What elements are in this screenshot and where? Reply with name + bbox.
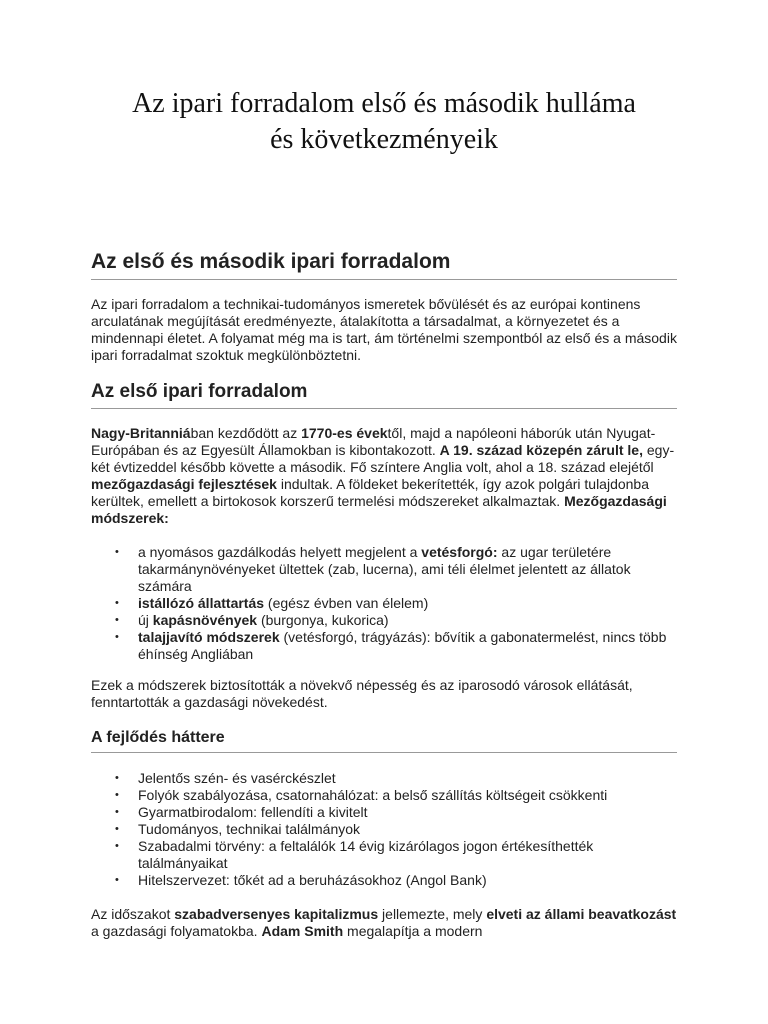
bold-text: Adam Smith xyxy=(261,923,344,939)
bullet-icon: • xyxy=(115,840,119,852)
bullet-icon: • xyxy=(115,789,119,801)
background-factors-list xyxy=(91,770,681,889)
bullet-icon: • xyxy=(115,597,119,609)
list-item xyxy=(91,804,681,821)
list-item-text xyxy=(138,629,666,662)
list-item xyxy=(91,838,681,872)
list-item-text xyxy=(138,544,631,594)
section-heading-first-revolution: Az első ipari forradalom xyxy=(91,381,308,402)
list-item xyxy=(91,612,681,629)
list-item xyxy=(91,770,681,787)
list-item-text: Folyók szabályozása, csatornahálózat: a belső szállítás költségeit csökkenti xyxy=(138,787,608,803)
agricultural-methods-list xyxy=(91,544,681,663)
list-item-text: Gyarmatbirodalom: fellendíti a kivitelt xyxy=(138,804,368,820)
bold-text: Mezőgazdasági módszerek: xyxy=(91,493,667,526)
text-run: Az időszakot xyxy=(91,906,175,922)
list-item-text: Tudományos, technikai találmányok xyxy=(138,821,361,837)
bullet-icon: • xyxy=(115,874,119,886)
section-divider xyxy=(91,408,677,409)
text-run: (burgonya, kukorica) xyxy=(257,612,389,628)
intro-paragraph: Az ipari forradalom a technikai-tudományos ismeretek bővülését és az európai kontinens arculatának megújítását eredményezte, átalakította a társadalmat, a környezetet és a mindennapi életet. A folyamat még ma is tart, ám történelmi szempontból az első és a második ipari forradalmat szoktuk megkülönböztetni. xyxy=(91,296,677,363)
list-item xyxy=(91,595,681,612)
bullet-icon: • xyxy=(115,806,119,818)
bold-text: kapásnövények xyxy=(152,612,258,628)
bold-text: mezőgazdasági fejlesztések xyxy=(91,476,277,492)
section-divider xyxy=(91,752,677,753)
text-run: (egész évben van élelem) xyxy=(264,595,429,611)
bullet-icon: • xyxy=(115,546,119,558)
bullet-icon: • xyxy=(115,631,119,643)
text-run: jellemezte, mely xyxy=(378,906,487,922)
document-title xyxy=(60,86,708,158)
list-item-text xyxy=(138,612,389,628)
text-run: a gazdasági folyamatokba. xyxy=(91,923,262,939)
list-item-text: Jelentős szén- és vasérckészlet xyxy=(138,770,336,786)
bullet-icon: • xyxy=(115,614,119,626)
list-item xyxy=(91,821,681,838)
first-revolution-paragraph xyxy=(91,425,681,527)
text-run: új xyxy=(138,612,153,628)
list-item xyxy=(91,787,681,804)
list-item xyxy=(91,629,681,663)
bold-text: Nagy-Britanniá xyxy=(91,425,191,441)
text-run: megalapítja a modern xyxy=(343,923,483,939)
section-divider xyxy=(91,279,677,280)
bullet-icon: • xyxy=(115,823,119,835)
section-heading-background: A fejlődés háttere xyxy=(91,729,225,746)
bold-text: istállózó állattartás xyxy=(138,595,265,611)
text-run: egy-két évtizeddel később követte a második. Fő színtere Anglia volt, ahol a 18. század elejétől xyxy=(91,442,675,475)
section-heading-first-and-second: Az első és második ipari forradalom xyxy=(91,250,451,273)
text-run: indultak. A földeket bekerítették, így azok polgári tulajdonba kerültek, emellett a birtokosok korszerű termelési módszereket alkalmaztak. xyxy=(91,476,650,509)
list-item xyxy=(91,544,681,595)
text-run: től, majd a napóleoni háborúk után Nyugat-Európában és az Egyesült Államokban is kibontakozott. xyxy=(91,425,656,458)
bold-text: vetésforgó: xyxy=(421,544,498,560)
list-item-text xyxy=(138,595,428,611)
document-title-line-2: és következményeik xyxy=(270,124,498,155)
bold-text: talajjavító módszerek xyxy=(138,629,280,645)
methods-summary-paragraph: Ezek a módszerek biztosították a növekvő népesség és az iparosodó városok ellátását, fenntartották a gazdasági növekedést. xyxy=(91,677,633,710)
text-run: ban kezdődött az xyxy=(190,425,302,441)
text-run: az ugar területére takarmánynövényeket ültettek (zab, lucerna), ami téli élelmet jelentett az állatok számára xyxy=(138,544,631,594)
list-item-text: Szabadalmi törvény: a feltalálók 14 évig kizárólagos jogon értékesíthették találmányaikat xyxy=(138,838,594,871)
list-item xyxy=(91,872,681,889)
text-run: (vetésforgó, trágyázás): bővítik a gabonatermelést, nincs több éhínség Angliában xyxy=(138,629,667,662)
list-item-text: Hitelszervezet: tőkét ad a beruházásokhoz (Angol Bank) xyxy=(138,872,487,888)
capitalism-paragraph xyxy=(91,906,681,940)
document-title-line-1: Az ipari forradalom első és második hulláma xyxy=(132,88,636,119)
text-run: a nyomásos gazdálkodás helyett megjelent a xyxy=(138,544,422,560)
bullet-icon: • xyxy=(115,772,119,784)
bold-text: szabadversenyes kapitalizmus xyxy=(174,906,379,922)
bold-text: elveti az állami beavatkozást xyxy=(486,906,677,922)
bold-text: 1770-es évek xyxy=(301,425,388,441)
bold-text: A 19. század közepén zárult le, xyxy=(439,442,643,458)
